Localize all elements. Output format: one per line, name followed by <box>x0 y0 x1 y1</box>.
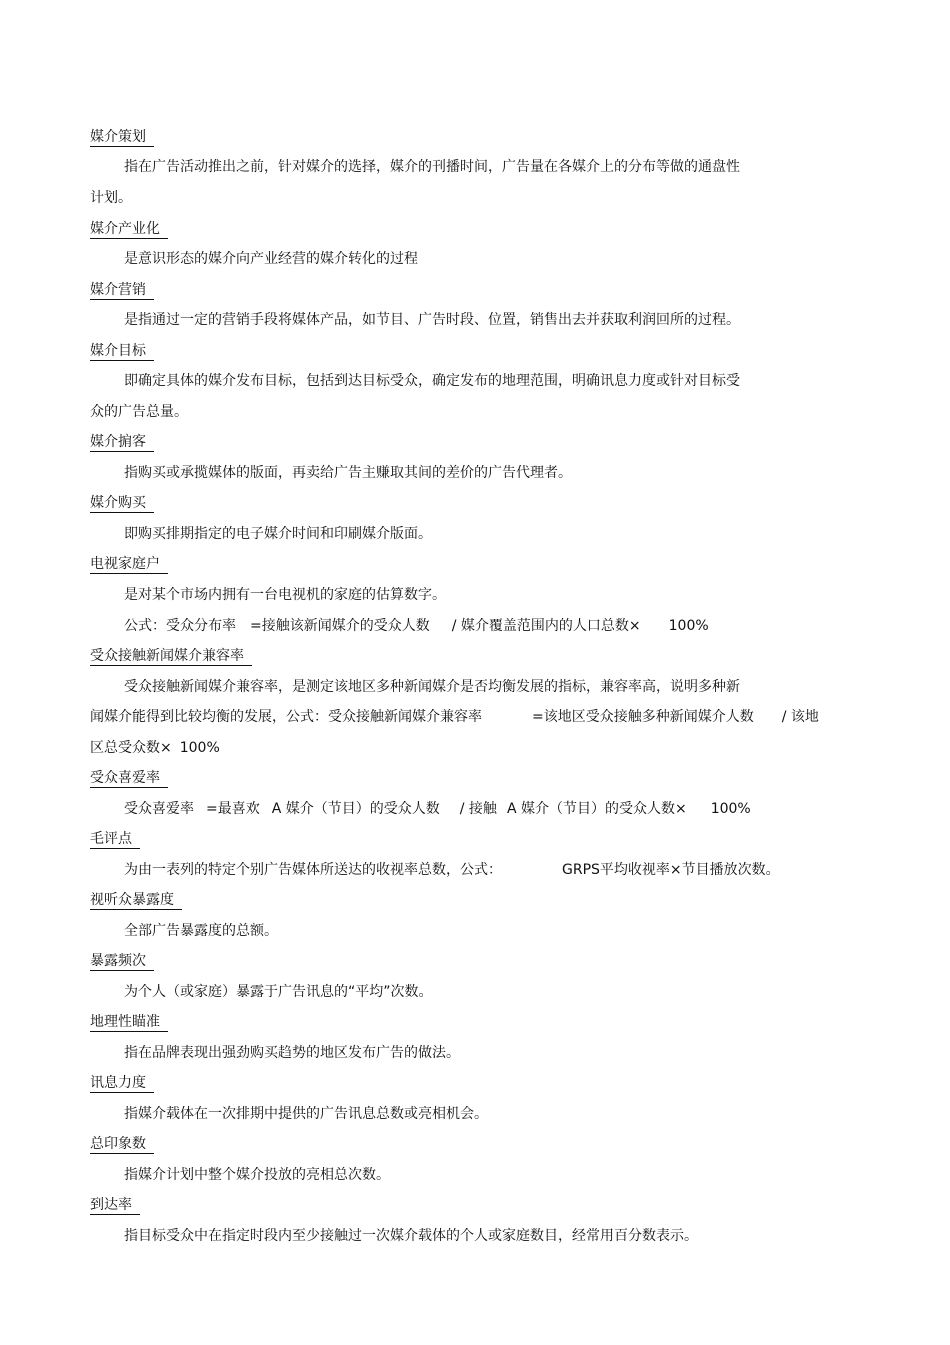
formula-line: 受众喜爱率 =最喜欢 A 媒介（节目）的受众人数 / 接触 A 媒介（节目）的受众人数× 100% <box>124 801 751 817</box>
definition-line: 指购买或承揽媒体的版面，再卖给广告主赚取其间的差价的广告代理者。 <box>124 465 572 481</box>
formula-line: 区总受众数× 100% <box>90 740 220 756</box>
term-audience-preference-rate: 受众喜爱率 <box>90 770 168 788</box>
definition-line: 是对某个市场内拥有一台电视机的家庭的估算数字。 <box>124 587 446 603</box>
formula-line: 为由一表列的特定个别广告媒体所送达的收视率总数，公式： GRPS平均收视率×节目播放次数。 <box>124 862 780 878</box>
term-media-industrialization: 媒介产业化 <box>90 221 168 239</box>
definition-line: 指媒介载体在一次排期中提供的广告讯息总数或亮相机会。 <box>124 1106 488 1122</box>
term-audience-exposure: 视听众暴露度 <box>90 892 182 910</box>
formula-line: 闻媒介能得到比较均衡的发展，公式：受众接触新闻媒介兼容率 =该地区受众接触多种新闻媒介人数 / 该地 <box>90 709 819 725</box>
term-gross-impressions: 总印象数 <box>90 1136 154 1154</box>
definition-line: 指在广告活动推出之前，针对媒介的选择，媒介的刊播时间，广告量在各媒介上的分布等做的通盘性 <box>124 159 740 175</box>
term-media-planning: 媒介策划 <box>90 129 154 147</box>
definition-line: 即购买排期指定的电子媒介时间和印刷媒介版面。 <box>124 526 432 542</box>
term-message-weight: 讯息力度 <box>90 1075 154 1093</box>
definition-line: 计划。 <box>90 190 132 206</box>
formula-line: 公式：受众分布率 =接触该新闻媒介的受众人数 / 媒介覆盖范围内的人口总数× 100% <box>124 618 709 634</box>
term-media-marketing: 媒介营销 <box>90 282 154 300</box>
term-tv-households: 电视家庭户 <box>90 556 168 574</box>
term-geographic-targeting: 地理性瞄准 <box>90 1014 168 1032</box>
term-audience-compatibility-rate: 受众接触新闻媒介兼容率 <box>90 648 252 666</box>
definition-line: 是意识形态的媒介向产业经营的媒介转化的过程 <box>124 251 418 267</box>
definition-line: 指媒介计划中整个媒介投放的亮相总次数。 <box>124 1167 390 1183</box>
definition-line: 众的广告总量。 <box>90 404 188 420</box>
definition-line: 即确定具体的媒介发布目标，包括到达目标受众，确定发布的地理范围，明确讯息力度或针对目标受 <box>124 373 740 389</box>
term-media-objectives: 媒介目标 <box>90 343 154 361</box>
term-reach: 到达率 <box>90 1197 140 1215</box>
definition-line: 指目标受众中在指定时段内至少接触过一次媒介载体的个人或家庭数目，经常用百分数表示。 <box>124 1228 698 1244</box>
definition-line: 受众接触新闻媒介兼容率，是测定该地区多种新闻媒介是否均衡发展的指标，兼容率高，说明多种新 <box>124 679 740 695</box>
term-media-buying: 媒介购买 <box>90 495 154 513</box>
definition-line: 指在品牌表现出强劲购买趋势的地区发布广告的做法。 <box>124 1045 460 1061</box>
definition-line: 为个人（或家庭）暴露于广告讯息的“平均”次数。 <box>124 984 433 1000</box>
term-exposure-frequency: 暴露频次 <box>90 953 154 971</box>
definition-line: 是指通过一定的营销手段将媒体产品，如节目、广告时段、位置，销售出去并获取利润回所的过程。 <box>124 312 740 328</box>
term-media-broker: 媒介掮客 <box>90 434 154 452</box>
term-gross-rating-points: 毛评点 <box>90 831 140 849</box>
definition-line: 全部广告暴露度的总额。 <box>124 923 278 939</box>
